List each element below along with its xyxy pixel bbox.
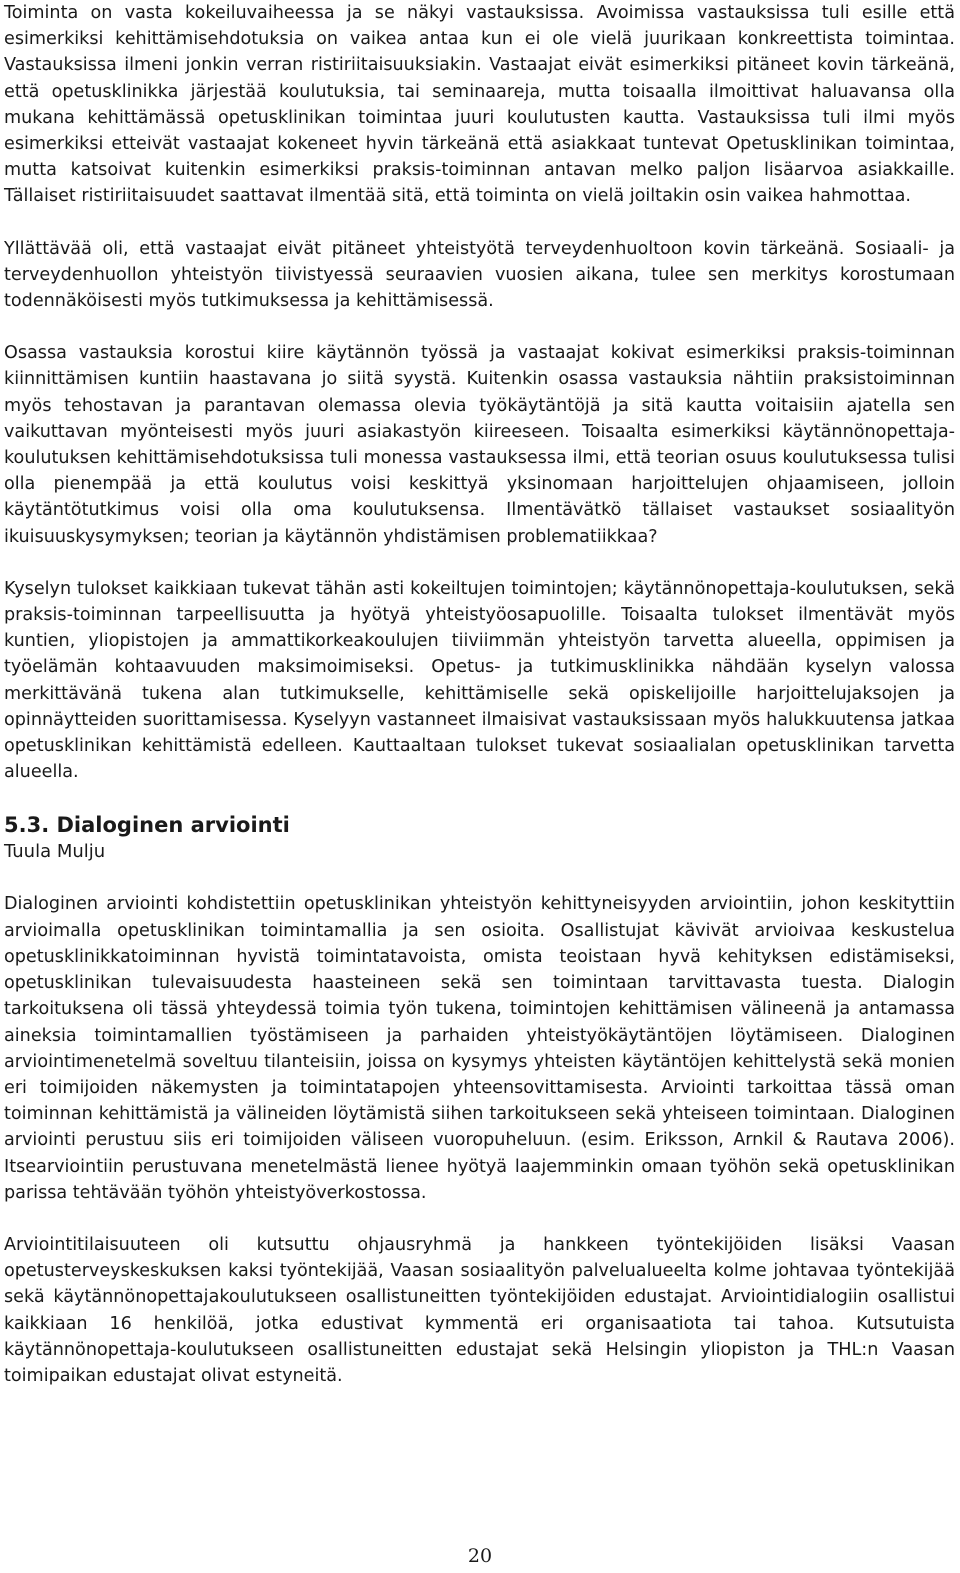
body-paragraph: Kyselyn tulokset kaikkiaan tukevat tähän asti kokeiltujen toimintojen; käytännönopettaja-koulutuksen, sekä praksis-toiminnan tarpeellisuutta ja hyötyä yhteistyöosapuolille. Toisaalta tulokset ilmentävät myös kuntien, yliopistojen ja ammattikorkeakoulujen tiiviimmän yhteistyön tarvetta alueella, oppimisen ja työelämän kohtaavuuden maksimoimiseksi. Opetus- ja tutkimusklinikka nähdään kyselyn valossa merkittävänä tukena alan tutkimukselle, kehittämiselle sekä opiskelijoille harjoittelujaksojen ja opinnäytteiden suorittamisessa. Kyselyyn vastanneet ilmaisivat vastauksissaan myös halukkuutensa jatkaa opetusklinikan kehittämistä edelleen. Kauttaaltaan tulokset tukevat sosiaalialan opetusklinikan tarvetta alueella. (4, 578, 955, 783)
paragraph-gap (4, 865, 955, 891)
paragraph-gap (4, 210, 955, 236)
section-heading: 5.3. Dialoginen arviointi (4, 813, 290, 838)
body-paragraph: Osassa vastauksia korostui kiire käytännön työssä ja vastaajat kokivat esimerkiksi praksis-toiminnan kiinnittämisen kuntiin haastavana jo siitä syystä. Kuitenkin osassa vastauksia nähtiin praksistoiminnan myös tehostavan ja parantavan olemassa olevia työkäytäntöjä ja sitä kautta voitaisiin ajatella sen vaikuttavan myönteisesti myös juuri asiakastyön kiireeseen. Toisaalta esimerkiksi käytännönopettaja-koulutuksen kehittämisehdotuksissa tuli monessa vastauksessa ilmi, että teorian osuus koulutuksessa tulisi olla pienempää ja että koulutus voisi keskittyä yksinomaan harjoittelujen ohjaamiseen, jolloin käytäntötutkimus voisi olla oma koulutuksensa. Ilmentävätkö tällaiset vastaukset sosiaalityön ikuisuuskysymyksen; teorian ja käytännön yhdistämisen problematiikkaa? (4, 343, 955, 547)
paragraph-gap (4, 1206, 955, 1232)
paragraph-gap (4, 550, 955, 576)
body-paragraph: Toiminta on vasta kokeiluvaiheessa ja se näkyi vastauksissa. Avoimissa vastauksissa tuli esille että esimerkiksi kehittämisehdotuksia on vaikea antaa kun ei ole vielä juurikaan konkreettista toimintaa. Vastauksissa ilmeni jonkin verran ristiriitaisuuksiakin. Vastaajat eivät esimerkiksi pitäneet kovin tärkeänä, että opetusklinikka järjestää koulutuksia, tai seminaareja, mutta toisaalla ilmoittivat haluavansa olla mukana kehittämässä opetusklinikan toimintaa juuri koulutusten kautta. Vastauksissa tuli ilmi myös esimerkiksi etteivät vastaajat kokeneet hyvin tärkeänä että asiakkaat tuntevat Opetusklinikan toimintaa, mutta katsoivat kuitenkin esimerkiksi praksis-toiminnan antavan melko paljon lisäarvoa asiakkaille. Tällaiset ristiriitaisuudet saattavat ilmentää sitä, että toiminta on vielä joiltakin osin vaikea hahmottaa. (4, 3, 955, 207)
section-author: Tuula Mulju (4, 841, 106, 863)
body-paragraph: Yllättävää oli, että vastaajat eivät pitäneet yhteistyötä terveydenhuoltoon kovin tärkeänä. Sosiaali- ja terveydenhuollon yhteistyön tiivistyessä seuraavien vuosien aikana, tulee sen merkitys korostumaan todennäköisesti myös tutkimuksessa ja kehittämisessä. (4, 238, 955, 312)
body-paragraph: Arviointitilaisuuteen oli kutsuttu ohjausryhmä ja hankkeen työntekijöiden lisäksi Vaasan opetusterveyskeskuksen kaksi työntekijää, Vaasan sosiaalityön palvelualueelta kolme johtavaa työntekijää sekä käytännönopettajakoulutukseen osallistuneitten työntekijöiden edustajat. Arviointidialogiin osallistui kaikkiaan 16 henkilöä, jotka edustivat kymmentä eri organisaatiota tai tahoa. Kutsutuista käytännönopettaja-koulutukseen osallistuneitten edustajat sekä Helsingin yliopiston ja THL:n Vaasan toimipaikan edustajat olivat estyneitä. (4, 1234, 955, 1386)
page-number: 20 (467, 1545, 493, 1567)
document-page (4, 0, 955, 1389)
paragraph-gap (4, 314, 955, 340)
body-paragraph: Dialoginen arviointi kohdistettiin opetusklinikan yhteistyön kehittyneisyyden arviointiin, johon keskityttiin arvioimalla opetusklinikan toimintamallia ja sen osioita. Osallistujat kävivät arvioivaa keskustelua opetusklinikkatoiminnan hyvistä toimintatavoista, omista teoistaan hyvä kehityksen edistämiseksi, opetusklinikan tulevaisuudesta haasteineen sekä sen toimintaan tarvittavasta tuesta. Dialogin tarkoituksena oli tässä yhteydessä toimia työn tukena, toimintojen kehittämisen välineenä ja antamassa aineksia toimintamallien työstämiseen ja parhaiden yhteistyökäytäntöjen löytämiseen. Dialoginen arviointimenetelmä soveltuu tilanteisiin, joissa on kysymys yhteisten käytäntöjen kehittelystä sekä monien eri toimijoiden näkemysten ja toimintatapojen yhteensovittamisesta. Arviointi tarkoittaa tässä oman toiminnan kehittämistä ja välineiden löytämistä siihen tarkoitukseen sekä yhteiseen toimintaan. Dialoginen arviointi perustuu siis eri toimijoiden väliseen vuoropuheluun. (esim. Eriksson, Arnkil & Rautava 2006). Itsearviointiin perustuvana menetelmästä lienee hyötyä laajemminkin omaan työhön sekä opetusklinikan parissa tehtävään työhön yhteistyöverkostossa. (4, 894, 955, 1203)
